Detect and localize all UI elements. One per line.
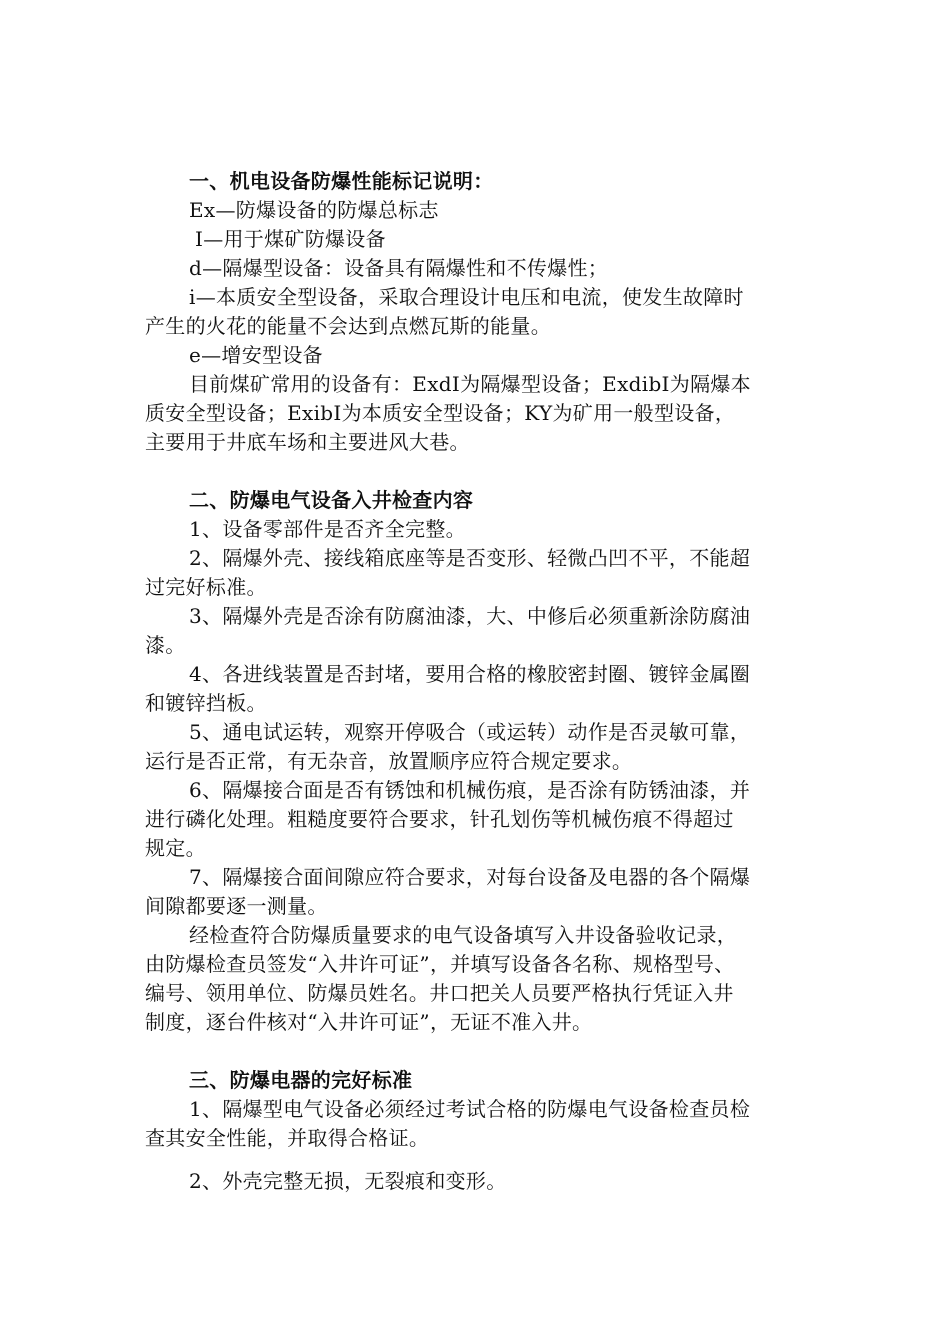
paragraph-line: 由防爆检查员签发“入井许可证”，并填写设备各名称、规格型号、 bbox=[145, 952, 735, 976]
paragraph-line: 5、通电试运转，观察开停吸合（或运转）动作是否灵敏可靠， bbox=[189, 720, 751, 744]
paragraph-line: 经检查符合防爆质量要求的电气设备填写入井设备验收记录， bbox=[189, 923, 738, 947]
paragraph-line: 漆。 bbox=[145, 633, 186, 657]
paragraph-line: 规定。 bbox=[145, 836, 206, 860]
paragraph-line: 1、隔爆型电气设备必须经过考试合格的防爆电气设备检查员检 bbox=[189, 1097, 751, 1121]
paragraph-line: 2、外壳完整无损，无裂痕和变形。 bbox=[189, 1169, 507, 1193]
paragraph-line: Ⅰ—用于煤矿防爆设备 bbox=[195, 227, 386, 251]
document-page bbox=[145, 167, 825, 1196]
paragraph-line: 3、隔爆外壳是否涂有防腐油漆，大、中修后必须重新涂防腐油 bbox=[189, 604, 751, 628]
paragraph-line: 产生的火花的能量不会达到点燃瓦斯的能量。 bbox=[145, 314, 551, 338]
paragraph-line: 主要用于井底车场和主要进风大巷。 bbox=[145, 430, 470, 454]
section-heading-3: 三、防爆电器的完好标准 bbox=[189, 1068, 413, 1092]
section-spacer bbox=[145, 1037, 825, 1066]
paragraph-line: 质安全型设备；ExibI为本质安全型设备；KY为矿用一般型设备， bbox=[145, 401, 736, 425]
paragraph-line: 制度，逐台件核对“入井许可证”，无证不准入井。 bbox=[145, 1010, 593, 1034]
paragraph-line: 目前煤矿常用的设备有：ExdI为隔爆型设备；ExdibI为隔爆本 bbox=[189, 372, 751, 396]
paragraph-line: 4、各进线装置是否封堵，要用合格的橡胶密封圈、镀锌金属圈 bbox=[189, 662, 751, 686]
paragraph-line: 2、隔爆外壳、接线箱底座等是否变形、轻微凸凹不平，不能超 bbox=[189, 546, 751, 570]
paragraph-line: Ex—防爆设备的防爆总标志 bbox=[189, 198, 439, 222]
paragraph-line: 和镀锌挡板。 bbox=[145, 691, 267, 715]
paragraph-line: 编号、领用单位、防爆员姓名。井口把关人员要严格执行凭证入井 bbox=[145, 981, 734, 1005]
paragraph-line: i—本质安全型设备，采取合理设计电压和电流，使发生故障时 bbox=[189, 285, 744, 309]
paragraph-spacer bbox=[145, 1153, 825, 1167]
paragraph-line: 7、隔爆接合面间隙应符合要求，对每台设备及电器的各个隔爆 bbox=[189, 865, 751, 889]
paragraph-line: 6、隔爆接合面是否有锈蚀和机械伤痕，是否涂有防锈油漆，并 bbox=[189, 778, 751, 802]
paragraph-line: 间隙都要逐一测量。 bbox=[145, 894, 328, 918]
paragraph-line: e—增安型设备 bbox=[189, 343, 323, 367]
paragraph-line: 进行磷化处理。粗糙度要符合要求，针孔划伤等机械伤痕不得超过 bbox=[145, 807, 734, 831]
paragraph-line: 查其安全性能，并取得合格证。 bbox=[145, 1126, 430, 1150]
paragraph-line: 1、设备零部件是否齐全完整。 bbox=[189, 517, 466, 541]
section-spacer bbox=[145, 457, 825, 486]
section-heading-2: 二、防爆电气设备入井检查内容 bbox=[189, 488, 474, 512]
paragraph-line: 过完好标准。 bbox=[145, 575, 267, 599]
section-heading-1: 一、机电设备防爆性能标记说明： bbox=[189, 169, 494, 193]
paragraph-line: 运行是否正常，有无杂音，放置顺序应符合规定要求。 bbox=[145, 749, 633, 773]
paragraph-line: d—隔爆型设备：设备具有隔爆性和不传爆性； bbox=[189, 256, 609, 280]
